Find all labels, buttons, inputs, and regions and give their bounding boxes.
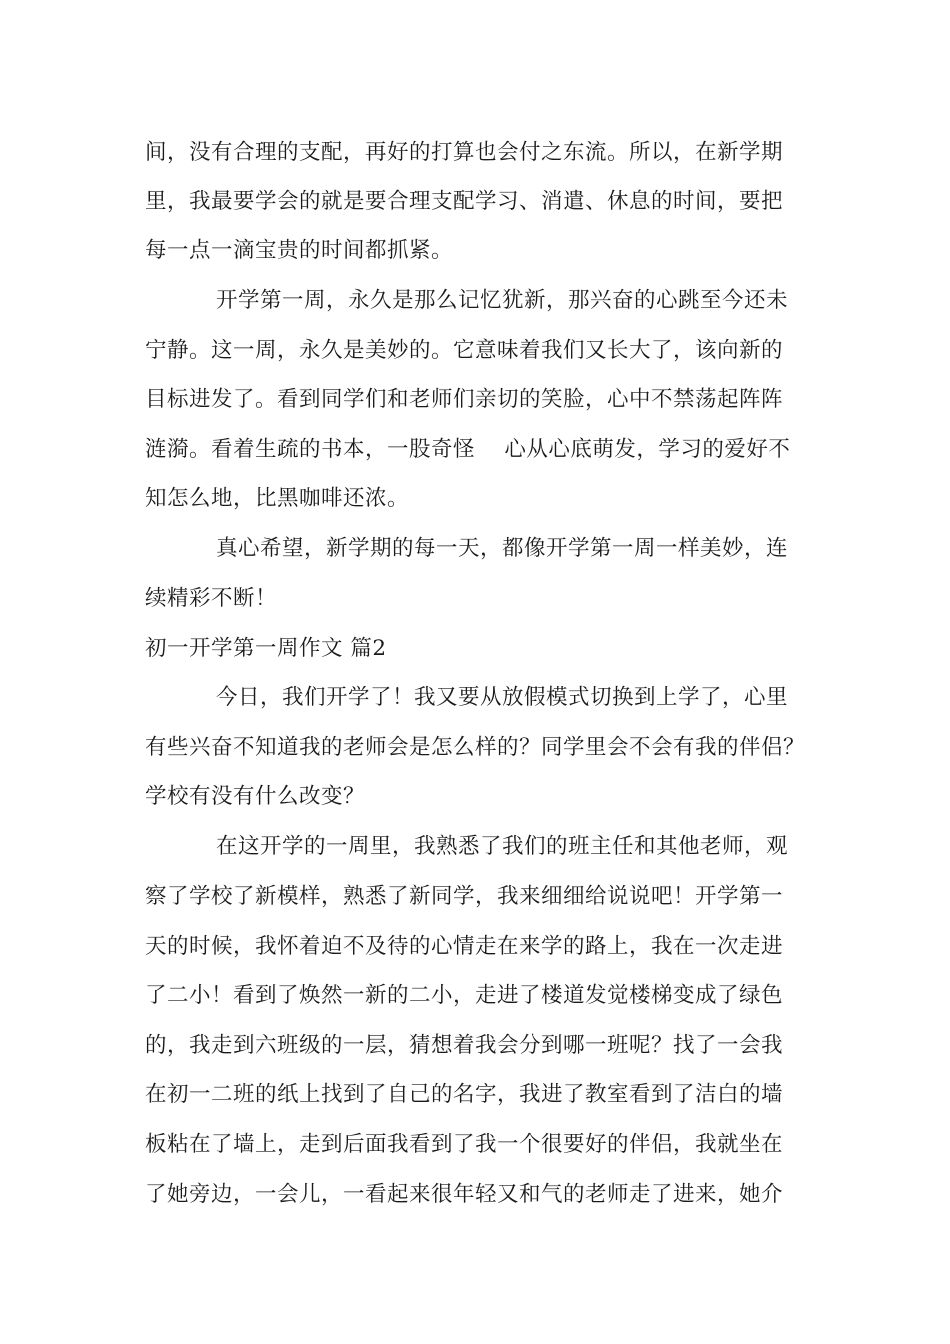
paragraph-4-line-2: 有些兴奋不知道我的老师会是怎么样的？同学里会不会有我的伴侣？: [145, 735, 806, 760]
paragraph-2-line-2: 宁静。这一周，永久是美妙的。它意味着我们又长大了，该向新的: [145, 338, 784, 363]
section-heading: 初一开学第一周作文 篇2: [145, 636, 387, 661]
paragraph-2-line-1: 开学第一周，永久是那么记忆犹新，那兴奋的心跳至今还未: [216, 288, 789, 313]
paragraph-1-line-2: 里，我最要学会的就是要合理支配学习、消遣、休息的时间，要把: [145, 189, 784, 214]
paragraph-2-line-3: 目标进发了。看到同学们和老师们亲切的笑脸，心中不禁荡起阵阵: [145, 387, 784, 412]
paragraph-1-line-3: 每一点一滴宝贵的时间都抓紧。: [145, 238, 454, 263]
paragraph-2-line-5: 知怎么地，比黑咖啡还浓。: [145, 486, 410, 511]
paragraph-5-line-2: 察了学校了新模样，熟悉了新同学，我来细细给说说吧！开学第一: [145, 884, 784, 909]
paragraph-5-line-5: 的，我走到六班级的一层，猜想着我会分到哪一班呢？找了一会我: [145, 1033, 784, 1058]
paragraph-4-line-3: 学校有没有什么改变？: [145, 784, 366, 809]
paragraph-3-line-2: 续精彩不断！: [145, 586, 278, 611]
paragraph-3-line-1: 真心希望，新学期的每一天，都像开学第一周一样美妙，连: [216, 536, 789, 561]
paragraph-5-line-3: 天的时候，我怀着迫不及待的心情走在来学的路上，我在一次走进: [145, 934, 784, 959]
paragraph-5-line-4: 了二小！看到了焕然一新的二小，走进了楼道发觉楼梯变成了绿色: [145, 983, 784, 1008]
paragraph-5-line-7: 板粘在了墙上，走到后面我看到了我一个很要好的伴侣，我就坐在: [145, 1132, 784, 1157]
paragraph-5-line-1: 在这开学的一周里，我熟悉了我们的班主任和其他老师，观: [216, 834, 789, 859]
paragraph-4-line-1: 今日，我们开学了！我又要从放假模式切换到上学了，心里: [216, 685, 789, 710]
paragraph-2-line-4: 涟漪。看着生疏的书本，一股奇怪 心从心底萌发，学习的爱好不: [145, 437, 791, 462]
paragraph-5-line-6: 在初一二班的纸上找到了自己的名字，我进了教室看到了洁白的墙: [145, 1082, 784, 1107]
paragraph-1-line-1: 间，没有合理的支配，再好的打算也会付之东流。所以，在新学期: [145, 140, 784, 165]
paragraph-5-line-8: 了她旁边，一会儿，一看起来很年轻又和气的老师走了进来，她介: [145, 1182, 784, 1207]
